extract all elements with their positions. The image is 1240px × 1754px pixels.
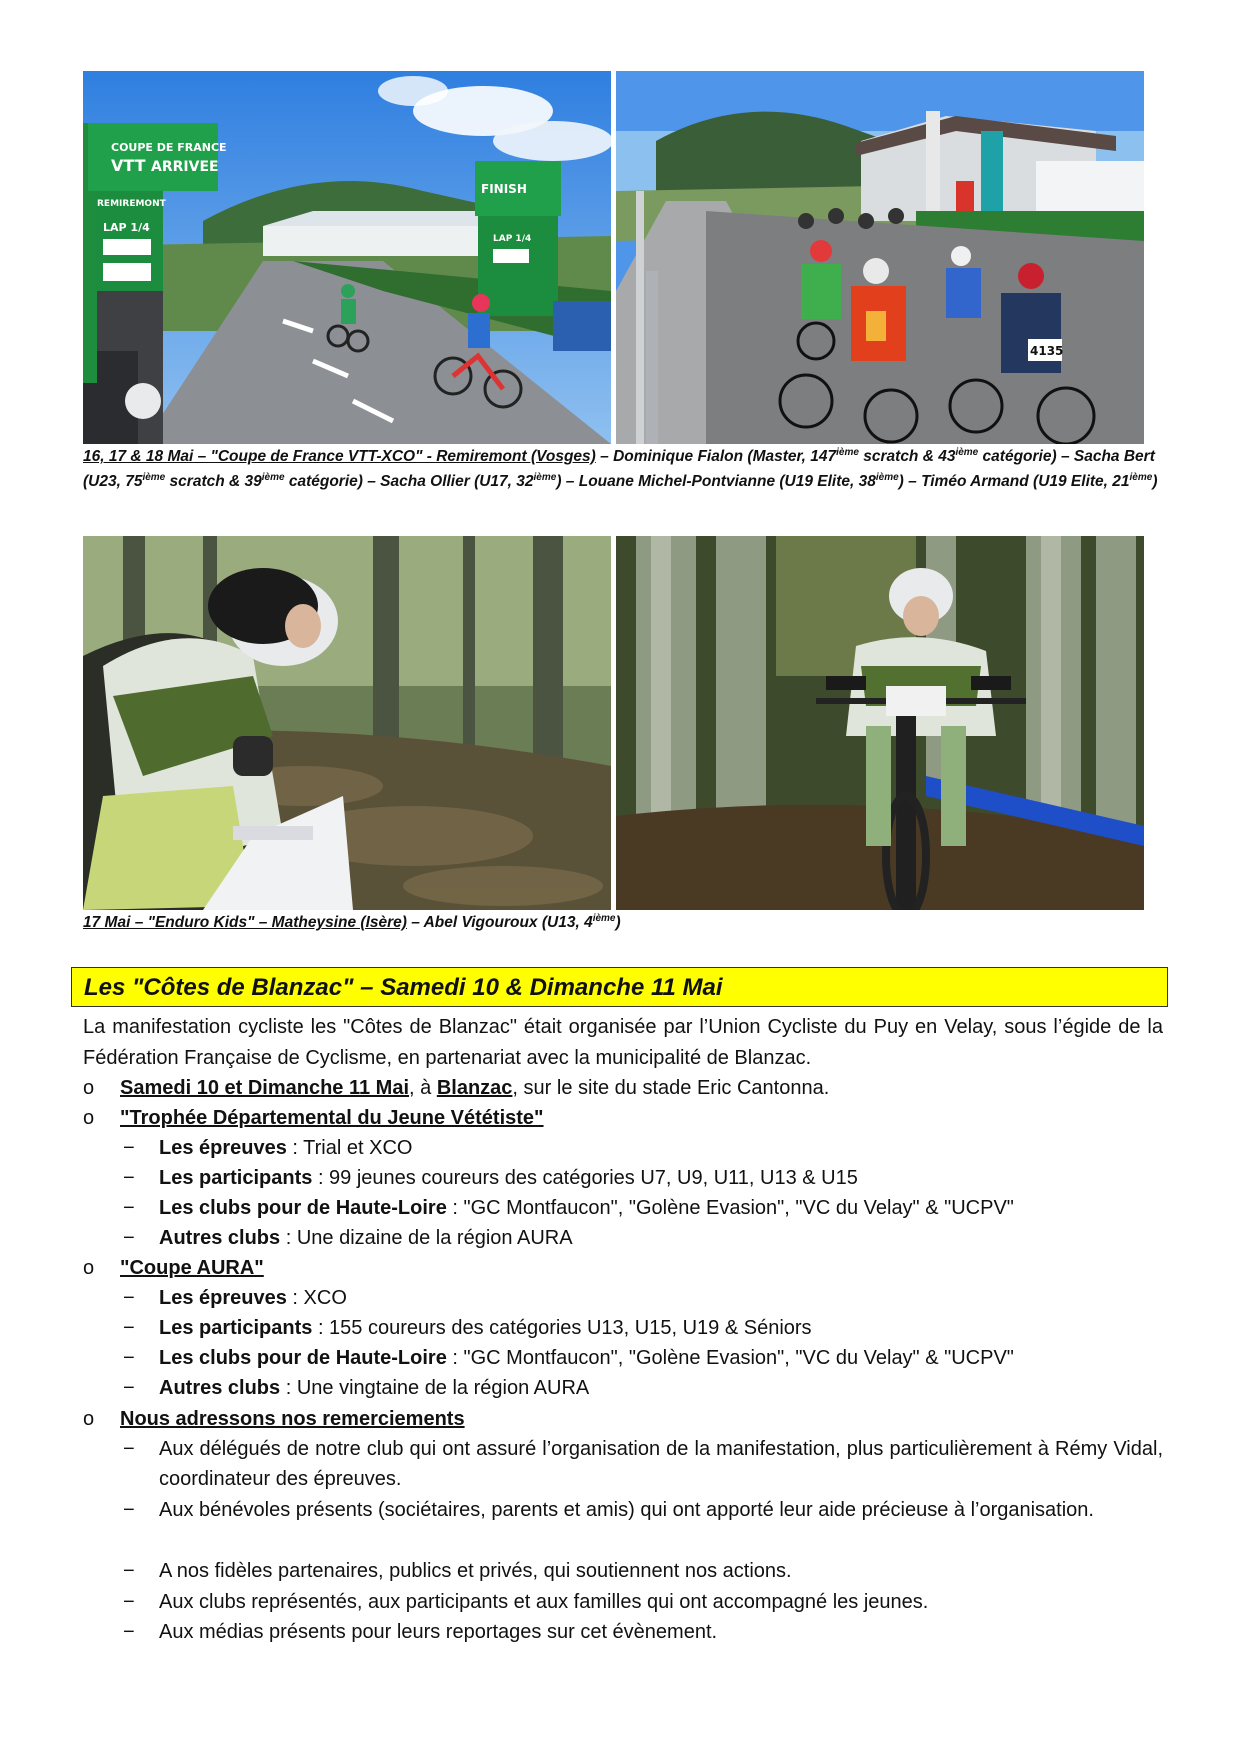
- bullet: o: [83, 1077, 95, 1099]
- superscript: ième: [261, 471, 285, 483]
- section-title-box: [71, 967, 1168, 1007]
- caption-text: ) – Timéo Armand (U19 Elite, 21: [898, 473, 1130, 490]
- caption-enduro-kids: [83, 910, 1163, 935]
- thanks-text: A nos fidèles partenaires, publics et privés, qui soutiennent nos actions.: [159, 1560, 792, 1582]
- remerciements-title: Nous adressons nos remerciements: [120, 1408, 465, 1430]
- sub-key: Les participants: [159, 1167, 313, 1189]
- caption-text: – Abel Vigouroux (U13, 4: [406, 914, 593, 931]
- dash: −: [123, 1317, 135, 1339]
- trophee-title: "Trophée Départemental du Jeune Vététiste": [120, 1107, 544, 1129]
- photo-enduro-rider-1: [83, 536, 611, 910]
- sub-value: : "GC Montfaucon", "Golène Evasion", "VC du Velay" & "UCPV": [446, 1347, 1014, 1369]
- thanks-text: Aux médias présents pour leurs reportages sur cet évènement.: [159, 1621, 718, 1643]
- dash: −: [123, 1377, 135, 1399]
- dash: −: [123, 1621, 135, 1643]
- caption-text: ): [1152, 473, 1158, 490]
- sub-key: Autres clubs: [159, 1377, 281, 1399]
- caption-text: catégorie) – Sacha Bert (U23, 75: [83, 448, 1155, 490]
- text: , sur le site du stade Eric Cantonna.: [512, 1077, 830, 1099]
- superscript: ième: [836, 446, 859, 458]
- sub-value: : Trial et XCO: [286, 1137, 413, 1159]
- dates-text: Samedi 10 et Dimanche 11 Mai: [120, 1077, 410, 1099]
- caption-text: catégorie) – Sacha Ollier (U17, 32: [284, 473, 534, 490]
- superscript: ième: [955, 446, 979, 458]
- dash: −: [123, 1167, 135, 1189]
- sub-key: Les clubs pour de Haute-Loire: [159, 1347, 447, 1369]
- dash: −: [123, 1499, 135, 1521]
- caption-coupe-de-france: [83, 444, 1163, 494]
- remiremont-text: REMIREMONT: [97, 199, 166, 209]
- superscript: ième: [875, 471, 899, 483]
- section-title: Les "Côtes de Blanzac" – Samedi 10 & Dimanche 11 Mai: [84, 974, 723, 1001]
- thanks-text: Aux bénévoles présents (sociétaires, parents et amis) qui ont apporté leur aide précieuse à l’organisation.: [159, 1499, 1094, 1521]
- bullet: o: [83, 1408, 95, 1430]
- photo-finish-line: [83, 71, 611, 444]
- sub-value: : Une dizaine de la région AURA: [280, 1227, 573, 1249]
- superscript: ième: [592, 912, 616, 924]
- intro-paragraph: La manifestation cycliste les "Côtes de Blanzac" était organisée par l’Union Cycliste du Puy en Velay, sous l’égide de la Fédération Française de Cyclisme, en partenariat avec la municipalité de Blanzac.: [83, 1016, 1163, 1069]
- thanks-text: Aux délégués de notre club qui ont assuré l’organisation de la manifestation, plus particulièrement à Rémy Vidal, coordinateur des épreuves.: [159, 1438, 1163, 1490]
- sub-value: : XCO: [286, 1287, 347, 1309]
- caption-text: ) – Louane Michel-Pontvianne (U19 Elite, 38: [556, 473, 876, 490]
- photo-race-start: [616, 71, 1144, 444]
- sub-key: Les épreuves: [159, 1287, 287, 1309]
- dash: −: [123, 1438, 135, 1460]
- sub-key: Les épreuves: [159, 1137, 287, 1159]
- bullet: o: [83, 1107, 95, 1129]
- thanks-text: Aux clubs représentés, aux participants et aux familles qui ont accompagné les jeunes.: [159, 1591, 929, 1613]
- bullet: o: [83, 1257, 95, 1279]
- coupe-text: COUPE DE FRANCE: [111, 141, 227, 154]
- arrivee-text: ARRIVEE: [151, 159, 219, 175]
- bib-number: 4135: [1030, 344, 1064, 358]
- dash: −: [123, 1347, 135, 1369]
- finish-text: FINISH: [481, 182, 527, 196]
- sub-key: Les clubs pour de Haute-Loire: [159, 1197, 447, 1219]
- caption-text: scratch & 39: [165, 473, 262, 490]
- caption-event: 17 Mai – "Enduro Kids" – Matheysine (Isère): [83, 914, 407, 931]
- caption-text: scratch & 43: [858, 448, 956, 465]
- dash: −: [123, 1197, 135, 1219]
- lap-text: LAP 1/4: [103, 221, 150, 234]
- sub-key: Autres clubs: [159, 1227, 281, 1249]
- location-text: Blanzac: [436, 1077, 513, 1099]
- dash: −: [123, 1287, 135, 1309]
- dash: −: [123, 1137, 135, 1159]
- caption-event: 16, 17 & 18 Mai – "Coupe de France VTT-XCO" - Remiremont (Vosges): [83, 448, 596, 465]
- sub-value: : "GC Montfaucon", "Golène Evasion", "VC du Velay" & "UCPV": [446, 1197, 1014, 1219]
- sub-key: Les participants: [159, 1317, 313, 1339]
- caption-text: ): [615, 914, 621, 931]
- lap2-text: LAP 1/4: [493, 234, 532, 244]
- photo-enduro-rider-2: [616, 536, 1144, 910]
- text: , à: [409, 1077, 437, 1099]
- superscript: ième: [1129, 471, 1153, 483]
- dash: −: [123, 1227, 135, 1249]
- sub-value: : 155 coureurs des catégories U13, U15, U19 & Séniors: [312, 1317, 812, 1339]
- vtt-text: VTT: [111, 156, 146, 175]
- dash: −: [123, 1591, 135, 1613]
- coupe-aura-title: "Coupe AURA": [120, 1257, 264, 1279]
- dash: −: [123, 1560, 135, 1582]
- sub-value: : Une vingtaine de la région AURA: [280, 1377, 590, 1399]
- caption-text: – Dominique Fialon (Master, 147: [595, 448, 837, 465]
- superscript: ième: [142, 471, 166, 483]
- superscript: ième: [533, 471, 557, 483]
- sub-value: : 99 jeunes coureurs des catégories U7, U9, U11, U13 & U15: [312, 1167, 858, 1189]
